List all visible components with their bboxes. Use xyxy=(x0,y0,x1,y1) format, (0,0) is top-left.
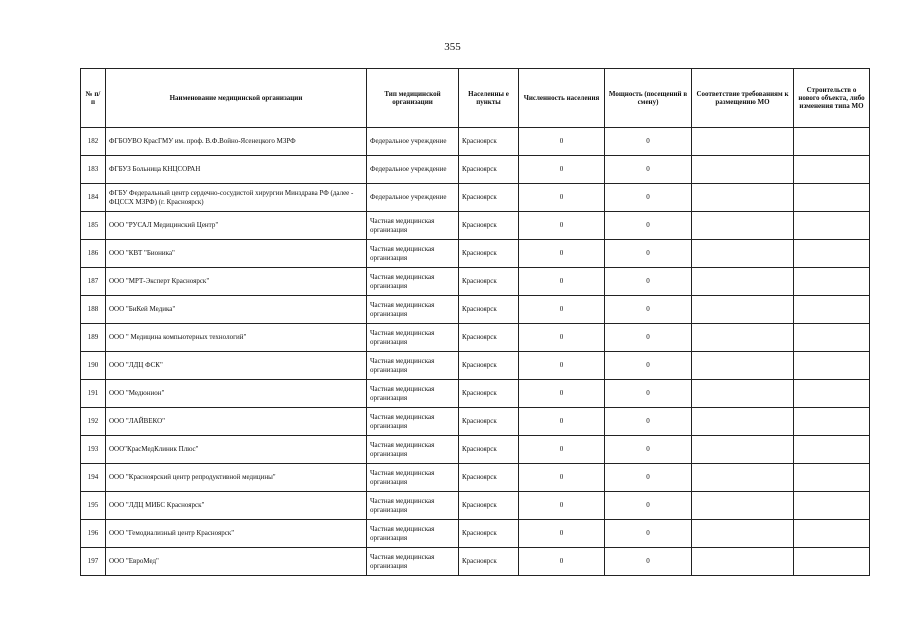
cell-locality: Красноярск xyxy=(459,184,519,212)
cell-compliance xyxy=(692,324,794,352)
cell-compliance xyxy=(692,268,794,296)
cell-capacity: 0 xyxy=(605,268,692,296)
table-row xyxy=(81,212,870,240)
page-number: 355 xyxy=(444,41,461,53)
cell-capacity: 0 xyxy=(605,324,692,352)
cell-population: 0 xyxy=(519,520,605,548)
cell-locality: Красноярск xyxy=(459,492,519,520)
cell-population: 0 xyxy=(519,156,605,184)
cell-org-type: Частная медицинская организация xyxy=(367,492,459,520)
cell-row-number: 196 xyxy=(81,520,106,548)
cell-row-number: 191 xyxy=(81,380,106,408)
cell-construction xyxy=(794,324,870,352)
cell-org-name: ООО "ЕвроМед" xyxy=(106,548,367,576)
cell-row-number: 183 xyxy=(81,156,106,184)
cell-capacity: 0 xyxy=(605,212,692,240)
cell-capacity: 0 xyxy=(605,548,692,576)
cell-compliance xyxy=(692,296,794,324)
cell-compliance xyxy=(692,548,794,576)
cell-population: 0 xyxy=(519,352,605,380)
cell-population: 0 xyxy=(519,184,605,212)
table-row xyxy=(81,184,870,212)
header-construction: Строительств о нового объекта, либо изменения типа МО xyxy=(794,69,870,128)
cell-org-type: Частная медицинская организация xyxy=(367,520,459,548)
cell-construction xyxy=(794,240,870,268)
table-row xyxy=(81,548,870,576)
cell-capacity: 0 xyxy=(605,184,692,212)
cell-org-type: Частная медицинская организация xyxy=(367,436,459,464)
cell-construction xyxy=(794,408,870,436)
header-type: Тип медицинской организации xyxy=(367,69,459,128)
cell-org-type: Частная медицинская организация xyxy=(367,296,459,324)
table-header-row xyxy=(81,69,870,128)
header-compliance: Соответствие требованиям к размещению МО xyxy=(692,69,794,128)
table-row xyxy=(81,464,870,492)
cell-row-number: 195 xyxy=(81,492,106,520)
cell-capacity: 0 xyxy=(605,156,692,184)
cell-org-name: ФГБУЗ Больница КНЦСОРАН xyxy=(106,156,367,184)
table-row xyxy=(81,296,870,324)
table-row xyxy=(81,436,870,464)
cell-locality: Красноярск xyxy=(459,268,519,296)
cell-compliance xyxy=(692,520,794,548)
cell-capacity: 0 xyxy=(605,240,692,268)
cell-row-number: 197 xyxy=(81,548,106,576)
table-row xyxy=(81,156,870,184)
header-population: Численность населения xyxy=(519,69,605,128)
cell-population: 0 xyxy=(519,492,605,520)
cell-org-name: ООО "ЛДЦ МИБС Красноярск" xyxy=(106,492,367,520)
cell-population: 0 xyxy=(519,324,605,352)
cell-capacity: 0 xyxy=(605,492,692,520)
cell-construction xyxy=(794,156,870,184)
cell-org-type: Частная медицинская организация xyxy=(367,380,459,408)
cell-compliance xyxy=(692,156,794,184)
cell-construction xyxy=(794,352,870,380)
cell-row-number: 194 xyxy=(81,464,106,492)
cell-capacity: 0 xyxy=(605,520,692,548)
cell-locality: Красноярск xyxy=(459,548,519,576)
cell-locality: Красноярск xyxy=(459,352,519,380)
cell-org-name: ООО "ЛДЦ ФСК" xyxy=(106,352,367,380)
cell-population: 0 xyxy=(519,408,605,436)
cell-compliance xyxy=(692,492,794,520)
cell-org-type: Частная медицинская организация xyxy=(367,548,459,576)
cell-row-number: 193 xyxy=(81,436,106,464)
cell-org-type: Федеральное учреждение xyxy=(367,184,459,212)
table-row xyxy=(81,352,870,380)
cell-org-type: Частная медицинская организация xyxy=(367,408,459,436)
cell-capacity: 0 xyxy=(605,436,692,464)
cell-construction xyxy=(794,464,870,492)
cell-org-name: ООО "ЛАЙВЕКО" xyxy=(106,408,367,436)
cell-compliance xyxy=(692,408,794,436)
cell-capacity: 0 xyxy=(605,128,692,156)
cell-org-type: Частная медицинская организация xyxy=(367,464,459,492)
cell-locality: Красноярск xyxy=(459,324,519,352)
cell-population: 0 xyxy=(519,212,605,240)
cell-row-number: 187 xyxy=(81,268,106,296)
cell-row-number: 184 xyxy=(81,184,106,212)
table-row xyxy=(81,492,870,520)
cell-row-number: 189 xyxy=(81,324,106,352)
table-row xyxy=(81,324,870,352)
cell-org-name: ФГБУ Федеральный центр сердечно-сосудистой хирургии Минздрава РФ (далее - ФЦССХ МЗРФ) (г. Красноярск) xyxy=(106,184,367,212)
table-body xyxy=(81,128,870,576)
cell-population: 0 xyxy=(519,548,605,576)
cell-locality: Красноярск xyxy=(459,156,519,184)
cell-construction xyxy=(794,128,870,156)
header-num: № п/п xyxy=(81,69,106,128)
cell-construction xyxy=(794,548,870,576)
cell-construction xyxy=(794,436,870,464)
cell-org-name: ООО"КрасМедКлиник Плюс" xyxy=(106,436,367,464)
header-capacity: Мощность (посещений в смену) xyxy=(605,69,692,128)
cell-construction xyxy=(794,520,870,548)
cell-construction xyxy=(794,184,870,212)
cell-population: 0 xyxy=(519,380,605,408)
cell-construction xyxy=(794,380,870,408)
cell-construction xyxy=(794,268,870,296)
cell-construction xyxy=(794,296,870,324)
cell-capacity: 0 xyxy=(605,464,692,492)
cell-row-number: 182 xyxy=(81,128,106,156)
cell-org-type: Частная медицинская организация xyxy=(367,268,459,296)
cell-population: 0 xyxy=(519,436,605,464)
cell-org-type: Федеральное учреждение xyxy=(367,156,459,184)
table-row xyxy=(81,128,870,156)
cell-locality: Красноярск xyxy=(459,296,519,324)
cell-locality: Красноярск xyxy=(459,464,519,492)
cell-compliance xyxy=(692,352,794,380)
cell-compliance xyxy=(692,212,794,240)
medical-organizations-table xyxy=(80,68,870,576)
cell-compliance xyxy=(692,436,794,464)
cell-population: 0 xyxy=(519,240,605,268)
cell-capacity: 0 xyxy=(605,296,692,324)
header-name: Наименование медицинской организации xyxy=(106,69,367,128)
cell-locality: Красноярск xyxy=(459,212,519,240)
cell-locality: Красноярск xyxy=(459,408,519,436)
cell-construction xyxy=(794,212,870,240)
table-row xyxy=(81,380,870,408)
cell-compliance xyxy=(692,240,794,268)
cell-org-type: Частная медицинская организация xyxy=(367,240,459,268)
cell-org-name: ООО "Гемодиализный центр Красноярск" xyxy=(106,520,367,548)
cell-compliance xyxy=(692,128,794,156)
cell-org-type: Частная медицинская организация xyxy=(367,352,459,380)
cell-locality: Красноярск xyxy=(459,520,519,548)
cell-capacity: 0 xyxy=(605,380,692,408)
cell-org-name: ООО "БиКей Медика" xyxy=(106,296,367,324)
cell-compliance xyxy=(692,184,794,212)
cell-row-number: 192 xyxy=(81,408,106,436)
cell-row-number: 188 xyxy=(81,296,106,324)
cell-org-type: Частная медицинская организация xyxy=(367,324,459,352)
cell-capacity: 0 xyxy=(605,408,692,436)
cell-locality: Красноярск xyxy=(459,380,519,408)
cell-row-number: 185 xyxy=(81,212,106,240)
cell-population: 0 xyxy=(519,268,605,296)
cell-compliance xyxy=(692,380,794,408)
cell-row-number: 186 xyxy=(81,240,106,268)
table-row xyxy=(81,268,870,296)
cell-org-type: Частная медицинская организация xyxy=(367,212,459,240)
cell-compliance xyxy=(692,464,794,492)
cell-locality: Красноярск xyxy=(459,128,519,156)
cell-org-name: ФГБОУВО КрасГМУ им. проф. В.Ф.Войно-Ясенецкого МЗРФ xyxy=(106,128,367,156)
cell-org-name: ООО "РУСАЛ Медицинский Центр" xyxy=(106,212,367,240)
cell-org-name: ООО "МРТ-Эксперт Красноярск" xyxy=(106,268,367,296)
header-locality: Населенны е пункты xyxy=(459,69,519,128)
cell-org-name: ООО "Медюнион" xyxy=(106,380,367,408)
table-row xyxy=(81,408,870,436)
cell-row-number: 190 xyxy=(81,352,106,380)
cell-population: 0 xyxy=(519,296,605,324)
cell-org-type: Федеральное учреждение xyxy=(367,128,459,156)
cell-construction xyxy=(794,492,870,520)
cell-capacity: 0 xyxy=(605,352,692,380)
cell-locality: Красноярск xyxy=(459,436,519,464)
cell-population: 0 xyxy=(519,128,605,156)
cell-population: 0 xyxy=(519,464,605,492)
table-row xyxy=(81,520,870,548)
cell-org-name: ООО " Медицина компьютерных технологий" xyxy=(106,324,367,352)
cell-org-name: ООО "КВТ "Бионика" xyxy=(106,240,367,268)
cell-locality: Красноярск xyxy=(459,240,519,268)
cell-org-name: ООО "Красноярский центр репродуктивной медицины" xyxy=(106,464,367,492)
table-row xyxy=(81,240,870,268)
